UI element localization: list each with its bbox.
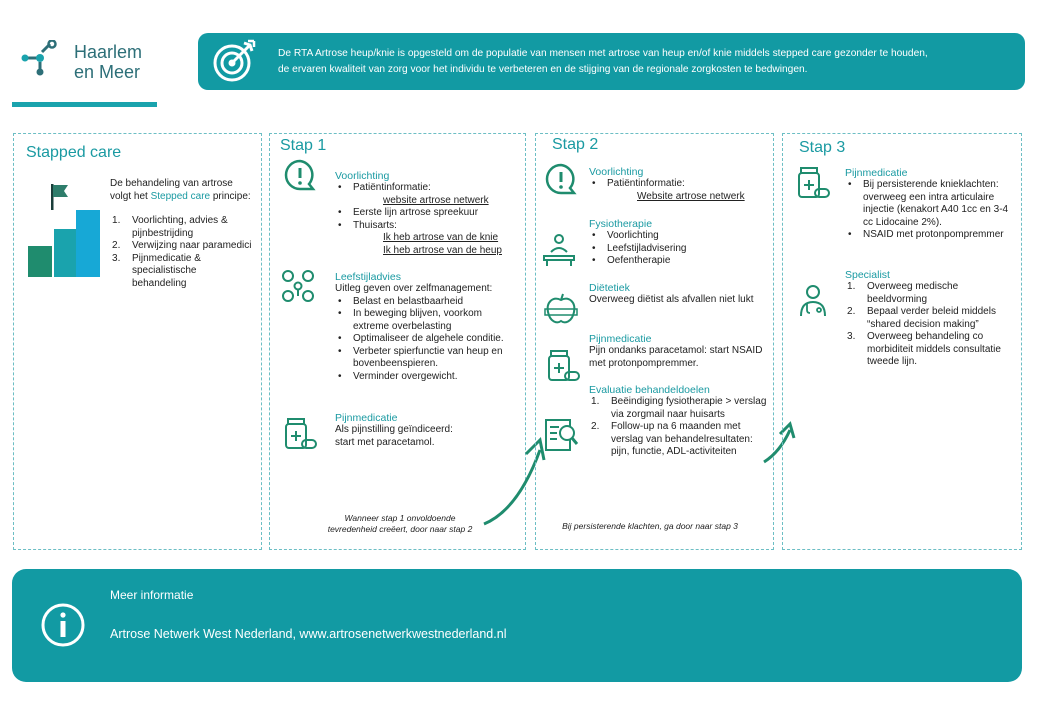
section-title: Voorlichting bbox=[589, 166, 644, 178]
footer-title: Meer informatie bbox=[110, 588, 194, 602]
stap3-title: Stap 3 bbox=[799, 139, 846, 156]
stapped-care-title: Stapped care bbox=[26, 144, 122, 161]
evaluation-report-icon bbox=[543, 417, 579, 453]
pijn-list bbox=[845, 179, 1017, 242]
doctor-icon bbox=[795, 282, 831, 318]
stapped-care-intro bbox=[110, 178, 252, 203]
section-title: Leefstijladvies bbox=[335, 271, 401, 283]
list-item: • Oefentherapie bbox=[589, 255, 769, 268]
lifestyle-icon bbox=[280, 268, 316, 304]
logo-underline bbox=[12, 102, 157, 107]
medication-icon bbox=[545, 348, 581, 384]
speech-exclamation-icon bbox=[282, 158, 318, 194]
note-line1: Wanneer stap 1 onvoldoende bbox=[344, 513, 456, 523]
list-item: Bepaal verder beleid middels “shared decision making” bbox=[867, 306, 996, 330]
list-item: • NSAID met protonpompremmer bbox=[845, 229, 1017, 242]
fysio-list bbox=[589, 230, 769, 268]
leefstijl-intro: Uitleg geven over zelfmanagement: bbox=[335, 283, 493, 294]
pijn-line1: Als pijnstilling geïndiceerd: bbox=[335, 424, 453, 435]
stap2-voorlichting bbox=[589, 166, 769, 203]
evaluatie-list bbox=[589, 396, 769, 459]
stap1-leefstijl bbox=[335, 271, 520, 383]
list-item: • Leefstijladvisering bbox=[589, 243, 769, 256]
apple-measuring-tape-icon bbox=[543, 292, 579, 328]
physiotherapy-icon bbox=[541, 232, 577, 268]
section-title: Specialist bbox=[845, 269, 890, 281]
list-item: • Patiëntinformatie: bbox=[589, 178, 769, 191]
info-icon bbox=[40, 602, 86, 648]
logo-line2: en Meer bbox=[74, 62, 141, 82]
logo-mark-icon bbox=[20, 40, 80, 90]
banner-line2: de ervaren kwaliteit van zorg voor het individu te verbeteren en de stijging van de regionale zorgkosten te bedwingen. bbox=[278, 64, 808, 75]
banner-line1: De RTA Artrose heup/knie is opgesteld om de populatie van mensen met artrose van heup en/of knie middels stepped care gezonder te houden, bbox=[278, 48, 928, 59]
logo-text bbox=[74, 42, 142, 82]
dietetiek-text: Overweeg diëtist als afvallen niet lukt bbox=[589, 294, 754, 305]
stepped-care-link[interactable]: Stepped care bbox=[150, 190, 211, 202]
list-item: • Eerste lijn artrose spreekuur bbox=[335, 207, 520, 220]
stap2-evaluatie bbox=[589, 384, 769, 459]
stap2-title: Stap 2 bbox=[552, 136, 599, 153]
voorlichting-list-2 bbox=[335, 207, 520, 232]
section-title: Voorlichting bbox=[335, 170, 390, 182]
stap2-note: Bij persisterende klachten, ga door naar stap 3 bbox=[562, 521, 738, 531]
specialist-list bbox=[845, 281, 1017, 369]
section-title: Pijnmedicatie bbox=[845, 167, 908, 179]
section-title: Pijnmedicatie bbox=[589, 333, 652, 345]
list-item: Pijnmedicatie & specialistische behandeling bbox=[132, 252, 201, 289]
medication-icon bbox=[795, 165, 831, 201]
list-item: Voorlichting, advies & pijnbestrijding bbox=[132, 215, 228, 239]
list-item: • Patiëntinformatie: bbox=[335, 182, 520, 195]
stap2-fysio bbox=[589, 218, 769, 268]
section-title: Evaluatie behandeldoelen bbox=[589, 384, 710, 396]
list-item: Verwijzing naar paramedici bbox=[132, 240, 252, 251]
website-artrose-netwerk-link[interactable]: website artrose netwerk bbox=[383, 194, 489, 206]
stap1-voorlichting bbox=[335, 170, 520, 257]
list-item: • Belast en belastbaarheid bbox=[335, 296, 520, 309]
list-item: • In beweging blijven, voorkom extreme overbelasting bbox=[335, 308, 520, 333]
medication-icon bbox=[282, 416, 318, 452]
list-item: Beëindiging fysiotherapie > verslag via zorgmail naar huisarts bbox=[611, 396, 767, 420]
target-icon bbox=[208, 36, 260, 86]
stap1-note bbox=[300, 513, 500, 535]
stapped-care-body bbox=[110, 178, 252, 290]
section-title: Fysiotherapie bbox=[589, 218, 653, 230]
leefstijl-list bbox=[335, 296, 520, 384]
artrose-knie-link[interactable]: Ik heb artrose van de knie bbox=[383, 232, 499, 243]
stap3-specialist bbox=[845, 269, 1017, 369]
stap3-pijn bbox=[845, 167, 1017, 242]
pijn-text: Pijn ondanks paracetamol: start NSAID met protonpompremmer. bbox=[589, 345, 763, 369]
list-item: Overweeg behandeling co morbiditeit middels consultatie tweede lijn. bbox=[867, 331, 1001, 367]
list-item: • Thuisarts: bbox=[335, 220, 520, 233]
stepped-bars-icon bbox=[24, 180, 104, 280]
stap1-title: Stap 1 bbox=[280, 137, 327, 154]
note-line2: tevredenheid creëert, door naar stap 2 bbox=[327, 524, 473, 534]
section-title: Pijnmedicatie bbox=[335, 412, 398, 424]
stapped-care-list bbox=[110, 215, 252, 290]
voorlichting-list bbox=[589, 178, 769, 191]
website-artrose-netwerk-link[interactable]: Website artrose netwerk bbox=[637, 190, 745, 202]
list-item: • Bij persisterende knieklachten: overweeg een intra articulaire injectie (kenakort A40 1cc en 3-4 cc Lidocaine 2%). bbox=[845, 179, 1017, 229]
logo-line1: Haarlem bbox=[74, 42, 143, 62]
intro-text: De behandeling van artrose volgt het bbox=[110, 178, 233, 202]
list-item: • Verminder overgewicht. bbox=[335, 371, 520, 384]
info-footer bbox=[12, 569, 1022, 682]
pijn-line2: start met paracetamol. bbox=[335, 436, 435, 448]
speech-exclamation-icon bbox=[543, 162, 579, 198]
list-item: Overweeg medische beeldvorming bbox=[867, 281, 959, 305]
stap2-dietetiek bbox=[589, 282, 769, 307]
intro-text-post: principe: bbox=[210, 190, 251, 202]
stap2-pijn bbox=[589, 333, 769, 370]
artrose-heup-link[interactable]: Ik heb artrose van de heup bbox=[383, 244, 502, 256]
list-item: • Verbeter spierfunctie van heup en bovenbeenspieren. bbox=[335, 346, 520, 371]
list-item: Follow-up na 6 maanden met verslag van behandelresultaten: pijn, functie, ADL-activiteiten bbox=[611, 421, 753, 457]
list-item: • Optimaliseer de algehele conditie. bbox=[335, 333, 520, 346]
footer-text: Artrose Netwerk West Nederland, www.artrosenetwerkwestnederland.nl bbox=[110, 627, 507, 641]
voorlichting-list bbox=[335, 182, 520, 195]
section-title: Diëtetiek bbox=[589, 282, 630, 294]
list-item: • Voorlichting bbox=[589, 230, 769, 243]
banner-text bbox=[278, 46, 1018, 78]
